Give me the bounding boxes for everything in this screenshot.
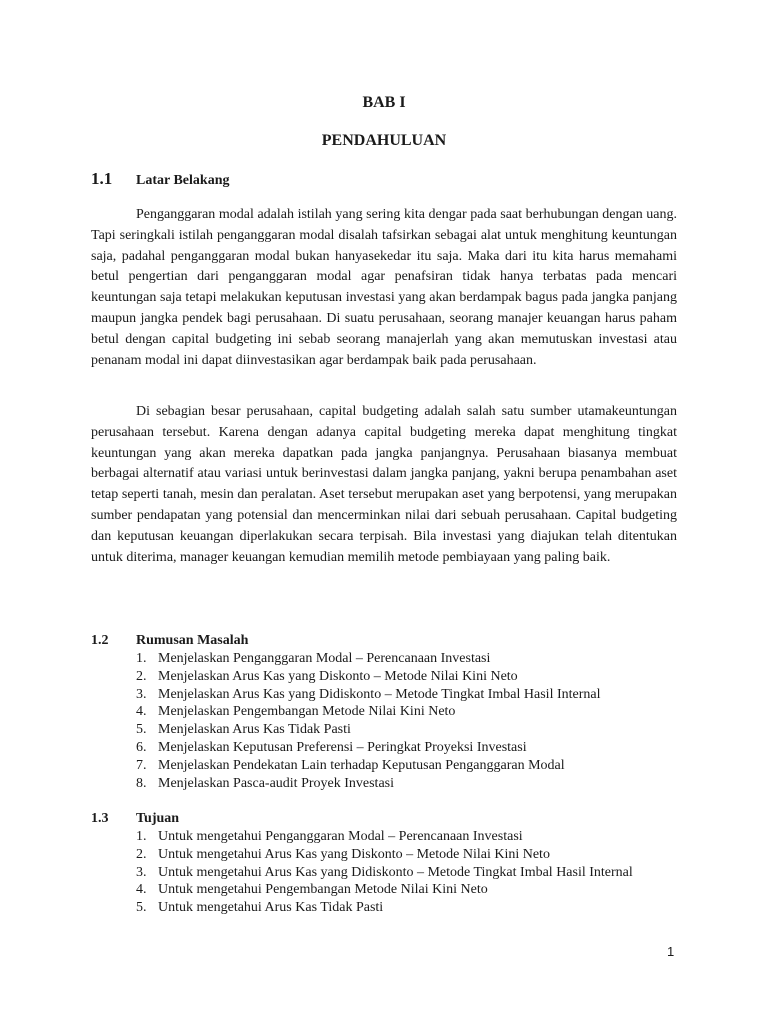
rumusan-masalah-list bbox=[136, 650, 601, 792]
list-item-text: Menjelaskan Pendekatan Lain terhadap Keputusan Penganggaran Modal bbox=[158, 757, 565, 773]
list-item-text: Menjelaskan Arus Kas yang Diskonto – Metode Nilai Kini Neto bbox=[158, 668, 518, 684]
list-item bbox=[136, 668, 601, 686]
chapter-title: PENDAHULUAN bbox=[321, 132, 447, 149]
list-item-number: 5. bbox=[136, 900, 147, 916]
list-item-text: Menjelaskan Arus Kas Tidak Pasti bbox=[158, 722, 351, 738]
list-item-number: 8. bbox=[136, 775, 147, 791]
list-item-number: 4. bbox=[136, 704, 147, 720]
list-item-number: 3. bbox=[136, 686, 147, 702]
section-title: Tujuan bbox=[136, 811, 180, 826]
list-item-text: Untuk mengetahui Pengembangan Metode Nilai Kini Neto bbox=[158, 882, 488, 898]
page-number: 1 bbox=[667, 944, 675, 959]
section-heading-rumusan-masalah bbox=[91, 631, 248, 651]
list-item-text: Untuk mengetahui Arus Kas Tidak Pasti bbox=[158, 900, 384, 916]
paragraph-1: Penganggaran modal adalah istilah yang sering kita dengar pada saat berhubungan dengan uang. Tapi seringkali istilah penganggaran modal disalah tafsirkan sebagai alat untuk menghitung keuntungan saja, padahal penganggaran modal bukan hanyasekedar itu saja. Maka dari itu kita harus memahami betul pengertian dari penganggaran modal agar penafsiran tidak hanya terbatas pada mencari keuntungan saja tetapi melakukan keputusan investasi yang akan berdampak bagus pada jangka panjang maupun jangka pendek bagi perusahaan. Di suatu perusahaan, seorang manajer keuangan harus paham betul dengan capital budgeting ini sebab seorang manajerlah yang akan memutuskan investasi atau penanam modal ini dapat diinvestasikan agar berdampak baik pada perusahaan. bbox=[91, 207, 677, 368]
list-item bbox=[136, 775, 601, 793]
list-item bbox=[136, 757, 601, 775]
list-item bbox=[136, 721, 601, 739]
tujuan-list bbox=[136, 828, 633, 917]
section-number: 1.2 bbox=[91, 633, 109, 648]
list-item bbox=[136, 739, 601, 757]
list-item-number: 6. bbox=[136, 739, 147, 755]
paragraph-2: Di sebagian besar perusahaan, capital budgeting adalah salah satu sumber utamakeuntungan perusahaan tersebut. Karena dengan adanya capital budgeting mereka dapat menghitung tingkat keuntungan yang akan mereka dapatkan pada jangka panjangnya. Perusahaan biasanya membuat berbagai alternatif atau variasi untuk berinvestasi dalam jangka panjang, yakni berupa penambahan aset tetap seperti tanah, mesin dan peralatan. Aset tersebut merupakan aset yang berpotensi, yang merupakan sumber pendapatan yang potensial dan mencerminkan nilai dari sebuah perusahaan. Capital budgeting dan keputusan keuangan diperlakukan secara terpisah. Bila investasi yang diajukan telah ditentukan untuk diterima, manager keuangan kemudian memilih metode pembiayaan yang paling baik. bbox=[91, 404, 677, 565]
list-item-number: 1. bbox=[136, 829, 147, 844]
section-title: Rumusan Masalah bbox=[136, 633, 249, 648]
section-heading-tujuan bbox=[91, 809, 179, 829]
section-title: Latar Belakang bbox=[136, 173, 230, 188]
list-item-number: 1. bbox=[136, 651, 147, 666]
list-item-text: Untuk mengetahui Arus Kas yang Diskonto – Metode Nilai Kini Neto bbox=[158, 846, 550, 862]
list-item bbox=[136, 828, 633, 846]
list-item bbox=[136, 686, 601, 704]
list-item-text: Untuk mengetahui Penganggaran Modal – Perencanaan Investasi bbox=[158, 829, 523, 844]
section-number: 1.3 bbox=[91, 811, 109, 826]
chapter-number: BAB I bbox=[362, 94, 406, 111]
section-heading-latar-belakang bbox=[91, 169, 229, 191]
list-item-number: 2. bbox=[136, 846, 147, 862]
list-item-text: Menjelaskan Pengembangan Metode Nilai Kini Neto bbox=[158, 704, 456, 720]
list-item bbox=[136, 881, 633, 899]
list-item bbox=[136, 703, 601, 721]
list-item bbox=[136, 864, 633, 882]
section-number: 1.1 bbox=[91, 169, 113, 188]
list-item-number: 2. bbox=[136, 668, 147, 684]
list-item-number: 5. bbox=[136, 722, 147, 738]
list-item-text: Menjelaskan Penganggaran Modal – Perencanaan Investasi bbox=[158, 651, 491, 666]
list-item-text: Menjelaskan Pasca-audit Proyek Investasi bbox=[158, 775, 394, 791]
list-item-text: Menjelaskan Arus Kas yang Didiskonto – Metode Tingkat Imbal Hasil Internal bbox=[158, 686, 601, 702]
list-item bbox=[136, 846, 633, 864]
list-item bbox=[136, 899, 633, 917]
list-item-text: Menjelaskan Keputusan Preferensi – Peringkat Proyeksi Investasi bbox=[158, 739, 527, 755]
list-item bbox=[136, 650, 601, 668]
list-item-number: 3. bbox=[136, 864, 147, 880]
list-item-text: Untuk mengetahui Arus Kas yang Didiskonto – Metode Tingkat Imbal Hasil Internal bbox=[158, 864, 633, 880]
list-item-number: 7. bbox=[136, 757, 147, 773]
list-item-number: 4. bbox=[136, 882, 147, 898]
